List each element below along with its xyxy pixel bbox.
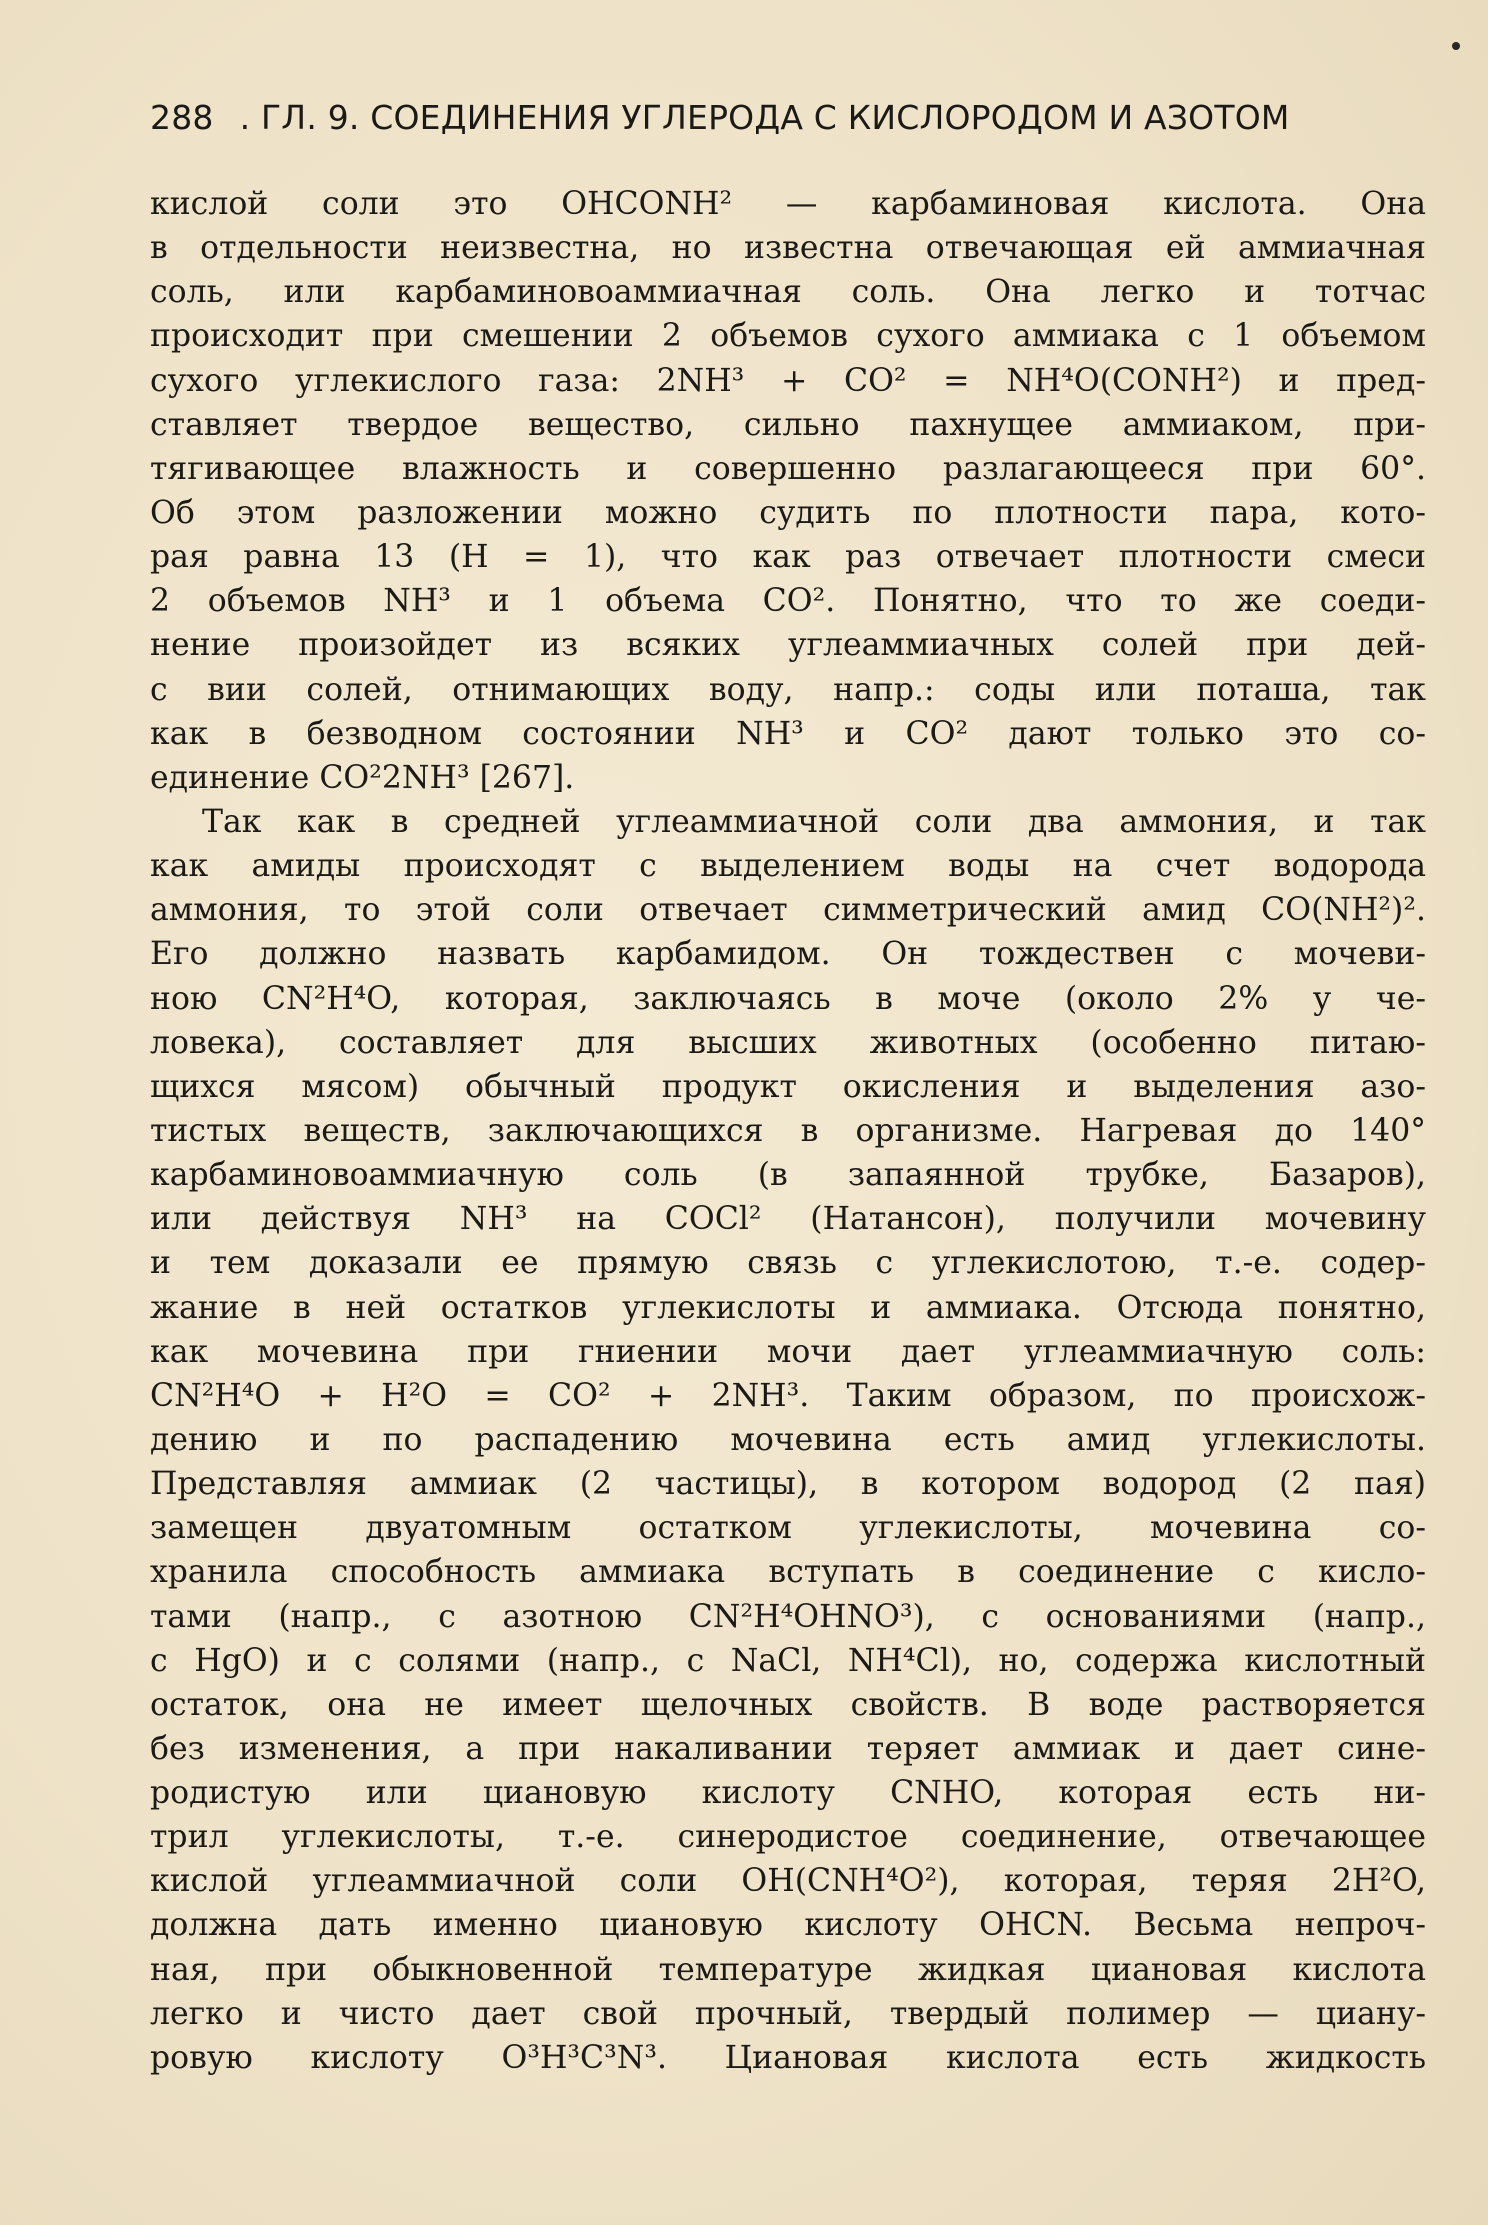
text-line: 2 объемов NH³ и 1 объема CO². Понятно, что то же соеди-: [150, 583, 1426, 620]
text-line: без изменения, а при накаливании теряет аммиак и дает сине-: [150, 1730, 1426, 1767]
text-line: с HgO) и с солями (напр., с NaCl, NH⁴Cl), но, содержа кислотный: [150, 1642, 1426, 1679]
text-line: тягивающее влажность и совершенно разлагающееся при 60°.: [150, 450, 1426, 487]
text-line: должна дать именно циановую кислоту OHCN. Весьма непроч-: [150, 1907, 1426, 1944]
text-line: происходит при смешении 2 объемов сухого аммиака с 1 объемом: [150, 318, 1426, 355]
text-line: рая равна 13 (H = 1), что как раз отвечает плотности смеси: [150, 539, 1426, 576]
text-line: как амиды происходят с выделением воды на счет водорода: [150, 848, 1426, 885]
text-line: или действуя NH³ на COCl² (Натансон), получили мочевину: [150, 1201, 1426, 1238]
text-line: Так как в средней углеаммиачной соли два аммония, и так: [202, 803, 1426, 840]
text-line: трил углекислоты, т.-е. синеродистое соединение, отвечающее: [150, 1819, 1426, 1856]
text-line: Представляя аммиак (2 частицы), в котором водород (2 пая): [150, 1466, 1426, 1503]
text-line: тистых веществ, заключающихся в организме. Нагревая до 140°: [150, 1112, 1426, 1149]
text-line: кислой соли это OHCONH² — карбаминовая кислота. Она: [150, 186, 1426, 222]
text-line: тами (напр., с азотною CN²H⁴OHNO³), с основаниями (напр.,: [150, 1598, 1426, 1635]
text-line: с вии солей, отнимающих воду, напр.: соды или поташа, так: [150, 671, 1426, 708]
text-line: родистую или циановую кислоту CNHO, которая есть ни-: [150, 1775, 1426, 1812]
text-line: остаток, она не имеет щелочных свойств. В воде растворяется: [150, 1686, 1426, 1723]
text-line: легко и чисто дает свой прочный, твердый полимер — циану-: [150, 1995, 1426, 2032]
text-line: щихся мясом) обычный продукт окисления и выделения азо-: [150, 1068, 1426, 1105]
text-line: карбаминовоаммиачную соль (в запаянной трубке, Базаров),: [150, 1157, 1426, 1194]
body-text: [150, 182, 1426, 2080]
text-line: дению и по распадению мочевина есть амид углекислоты.: [150, 1421, 1426, 1458]
text-line: и тем доказали ее прямую связь с углекислотою, т.-е. содер-: [150, 1245, 1426, 1282]
running-header: [150, 98, 1430, 137]
chapter-title: . ГЛ. 9. СОЕДИНЕНИЯ УГЛЕРОДА С КИСЛОРОДОМ И АЗОТОМ: [239, 98, 1290, 137]
text-line: как в безводном состоянии NH³ и CO² дают только это со-: [150, 715, 1426, 752]
text-line: замещен двуатомным остатком углекислоты, мочевина со-: [150, 1510, 1426, 1547]
text-line: как мочевина при гниении мочи дает углеаммиачную соль:: [150, 1333, 1426, 1370]
text-line: единение CO²2NH³ [267].: [150, 759, 575, 796]
text-line: ловека), составляет для высших животных (особенно питаю-: [150, 1024, 1426, 1061]
text-line: соль, или карбаминовоаммиачная соль. Она легко и тотчас: [150, 274, 1426, 311]
ink-speck: [1452, 42, 1460, 50]
text-line: сухого углекислого газа: 2NH³ + CO² = NH⁴O(CONH²) и пред-: [150, 362, 1426, 399]
page-number: 288: [150, 98, 214, 137]
text-line: CN²H⁴O + H²O = CO² + 2NH³. Таким образом, по происхож-: [150, 1377, 1426, 1414]
text-line: в отдельности неизвестна, но известна отвечающая ей аммиачная: [150, 230, 1426, 267]
text-line: кислой углеаммиачной соли OH(CNH⁴O²), которая, теряя 2H²O,: [150, 1863, 1426, 1900]
text-line: аммония, то этой соли отвечает симметрический амид CO(NH²)².: [150, 892, 1426, 929]
text-line: ная, при обыкновенной температуре жидкая циановая кислота: [150, 1951, 1426, 1988]
text-line: Его должно назвать карбамидом. Он тождествен с мочеви-: [150, 936, 1426, 973]
text-line: хранила способность аммиака вступать в соединение с кисло-: [150, 1554, 1426, 1591]
text-line: ровую кислоту O³H³C³N³. Циановая кислота есть жидкость: [150, 2039, 1426, 2076]
text-line: нение произойдет из всяких углеаммиачных солей при дей-: [150, 627, 1426, 664]
text-line: ною CN²H⁴O, которая, заключаясь в моче (около 2% у че-: [150, 980, 1426, 1017]
text-line: Об этом разложении можно судить по плотности пара, кото-: [150, 494, 1426, 531]
text-line: жание в ней остатков углекислоты и аммиака. Отсюда понятно,: [150, 1289, 1426, 1326]
text-line: ставляет твердое вещество, сильно пахнущее аммиаком, при-: [150, 406, 1426, 443]
